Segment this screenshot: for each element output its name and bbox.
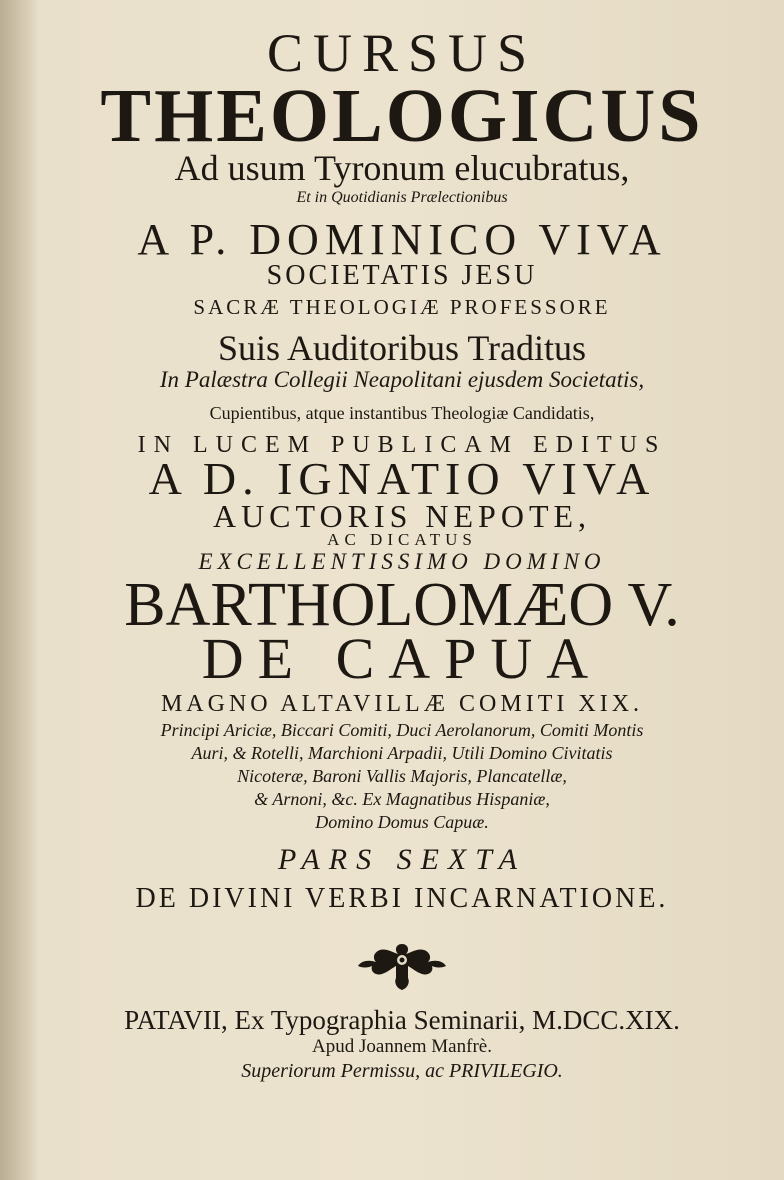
- imprint-line-1: PATAVII, Ex Typographia Seminarii, M.DCC.XIX.: [124, 1005, 680, 1035]
- imprint-line-2: Apud Joannem Manfrè.: [312, 1036, 492, 1057]
- part: PARS SEXTA: [277, 843, 527, 876]
- dedicatee-line-1: BARTHOLOMÆO V.: [124, 571, 680, 639]
- title-line-2: THEOLOGICUS: [100, 74, 704, 158]
- author: A P. DOMINICO VIVA: [137, 215, 667, 264]
- part-title: DE DIVINI VERBI INCARNATIONE.: [135, 883, 669, 914]
- subtitle: Ad usum Tyronum elucubratus,: [174, 148, 630, 188]
- dedicatee-line-2: DE CAPUA: [201, 626, 603, 691]
- dedication: AC DICATUS: [327, 530, 477, 549]
- titles-line-2: Auri, & Rotelli, Marchioni Arpadii, Utili Domino Civitatis: [191, 743, 613, 763]
- editor: A D. IGNATIO VIVA: [148, 453, 656, 504]
- professor: SACRÆ THEOLOGIÆ PROFESSORE: [193, 295, 611, 319]
- titles-line-1: Principi Ariciæ, Biccari Comiti, Duci Aerolanorum, Comiti Montis: [160, 720, 644, 740]
- location: In Palæstra Collegii Neapolitani ejusdem Societatis,: [159, 367, 645, 392]
- dedicatee-title: MAGNO ALTAVILLÆ COMITI XIX.: [160, 691, 644, 717]
- subtitle-note: Et in Quotidianis Prælectionibus: [296, 189, 508, 206]
- titles-line-3: Nicoteræ, Baroni Vallis Majoris, Plancatellæ,: [237, 766, 567, 786]
- imprint-line-3: Superiorum Permissu, ac PRIVILEGIO.: [241, 1060, 563, 1082]
- honorific: EXCELLENTISSIMO DOMINO: [198, 549, 606, 574]
- titles-line-5: Domino Domus Capuæ.: [315, 812, 489, 832]
- titles-line-4: & Arnoni, &c. Ex Magnatibus Hispaniæ,: [254, 789, 550, 809]
- audience: Cupientibus, atque instantibus Theologiæ Candidatis,: [209, 403, 595, 423]
- society: SOCIETATIS JESU: [266, 260, 538, 291]
- editor-relation: AUCTORIS NEPOTE,: [212, 498, 592, 534]
- title-line-1: CURSUS: [266, 23, 538, 83]
- tradition: Suis Auditoribus Traditus: [217, 328, 587, 368]
- publication: IN LUCEM PUBLICAM EDITUS: [137, 432, 667, 458]
- printers-ornament-icon: [352, 938, 452, 994]
